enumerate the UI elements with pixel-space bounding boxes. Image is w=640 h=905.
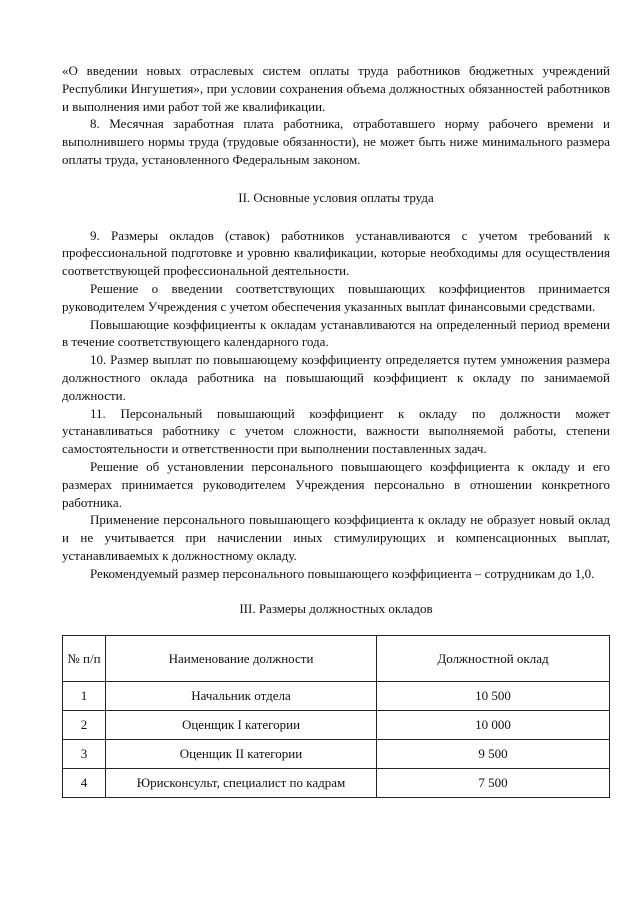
table-row [63,682,610,711]
header-position: Наименование должности [106,636,377,682]
paragraph-8: 8. Месячная заработная плата работника, отработавшего норму рабочего времени и выполнившего нормы труда (трудовые обязанности), не может быть ниже минимального размера оплаты труда, установленного Федеральным законом. [62,116,610,167]
paragraph-coefficient-period: Повышающие коэффициенты к окладам устанавливаются на определенный период времени в течение соответствующего календарного года. [62,316,610,350]
salary-table [62,635,610,798]
row-salary: 9 500 [377,740,610,769]
row-position: Оценщик I категории [106,711,377,740]
section-2-title: II. Основные условия оплаты труда [238,189,434,205]
paragraph-personal-decision: Решение об установлении персонального повышающего коэффициента к окладу и его размерах принимается руководителем Учреждения персонально в отношении конкретного работника. [62,458,610,510]
paragraph-9: 9. Размеры окладов (ставок) работников устанавливаются с учетом требований к профессиональной подготовке и уровню квалификации, которые необходимы для осуществления соответствующей профессиональной деятельности. [62,227,610,279]
paragraph-recommended-size: Рекомендуемый размер персонального повышающего коэффициента – сотрудникам до 1,0. [90,565,595,581]
table-header-row [63,636,610,682]
paragraph-coefficient-decision: Решение о введении соответствующих повышающих коэффициентов принимается руководителем Учреждения с учетом обеспечения указанных выплат финансовыми средствами. [62,280,610,314]
paragraph-personal-application: Применение персонального повышающего коэффициента к окладу не образует новый оклад и не учитывается при начислении иных стимулирующих и компенсационных выплат, устанавливаемых к должностному окладу. [62,512,610,563]
document-page [62,62,610,798]
row-salary: 10 000 [377,711,610,740]
section-3-title: III. Размеры должностных окладов [239,600,433,616]
row-position: Юрисконсульт, специалист по кадрам [106,769,377,798]
row-salary: 10 500 [377,682,610,711]
intro-paragraph-continuation: «О введении новых отраслевых систем оплаты труда работников бюджетных учреждений Республики Ингушетия», при условии сохранения объема должностных обязанностей работников и выполнения ими работ той же квалификации. [62,63,610,114]
row-number: 2 [63,711,106,740]
header-number: № п/п [63,636,106,682]
row-position: Начальник отдела [106,682,377,711]
row-position: Оценщик II категории [106,740,377,769]
table-row [63,740,610,769]
row-salary: 7 500 [377,769,610,798]
paragraph-11: 11. Персональный повышающий коэффициент к окладу по должности может устанавливаться работнику с учетом сложности, важности выполняемой работы, степени самостоятельности и ответственности при выполнении поставленных задач. [62,405,610,457]
row-number: 4 [63,769,106,798]
row-number: 1 [63,682,106,711]
table-row [63,769,610,798]
paragraph-10: 10. Размер выплат по повышающему коэффициенту определяется путем умножения размера должностного оклада работника на повышающий коэффициент к окладу по занимаемой должности. [62,352,610,403]
table-row [63,711,610,740]
row-number: 3 [63,740,106,769]
header-salary: Должностной оклад [377,636,610,682]
